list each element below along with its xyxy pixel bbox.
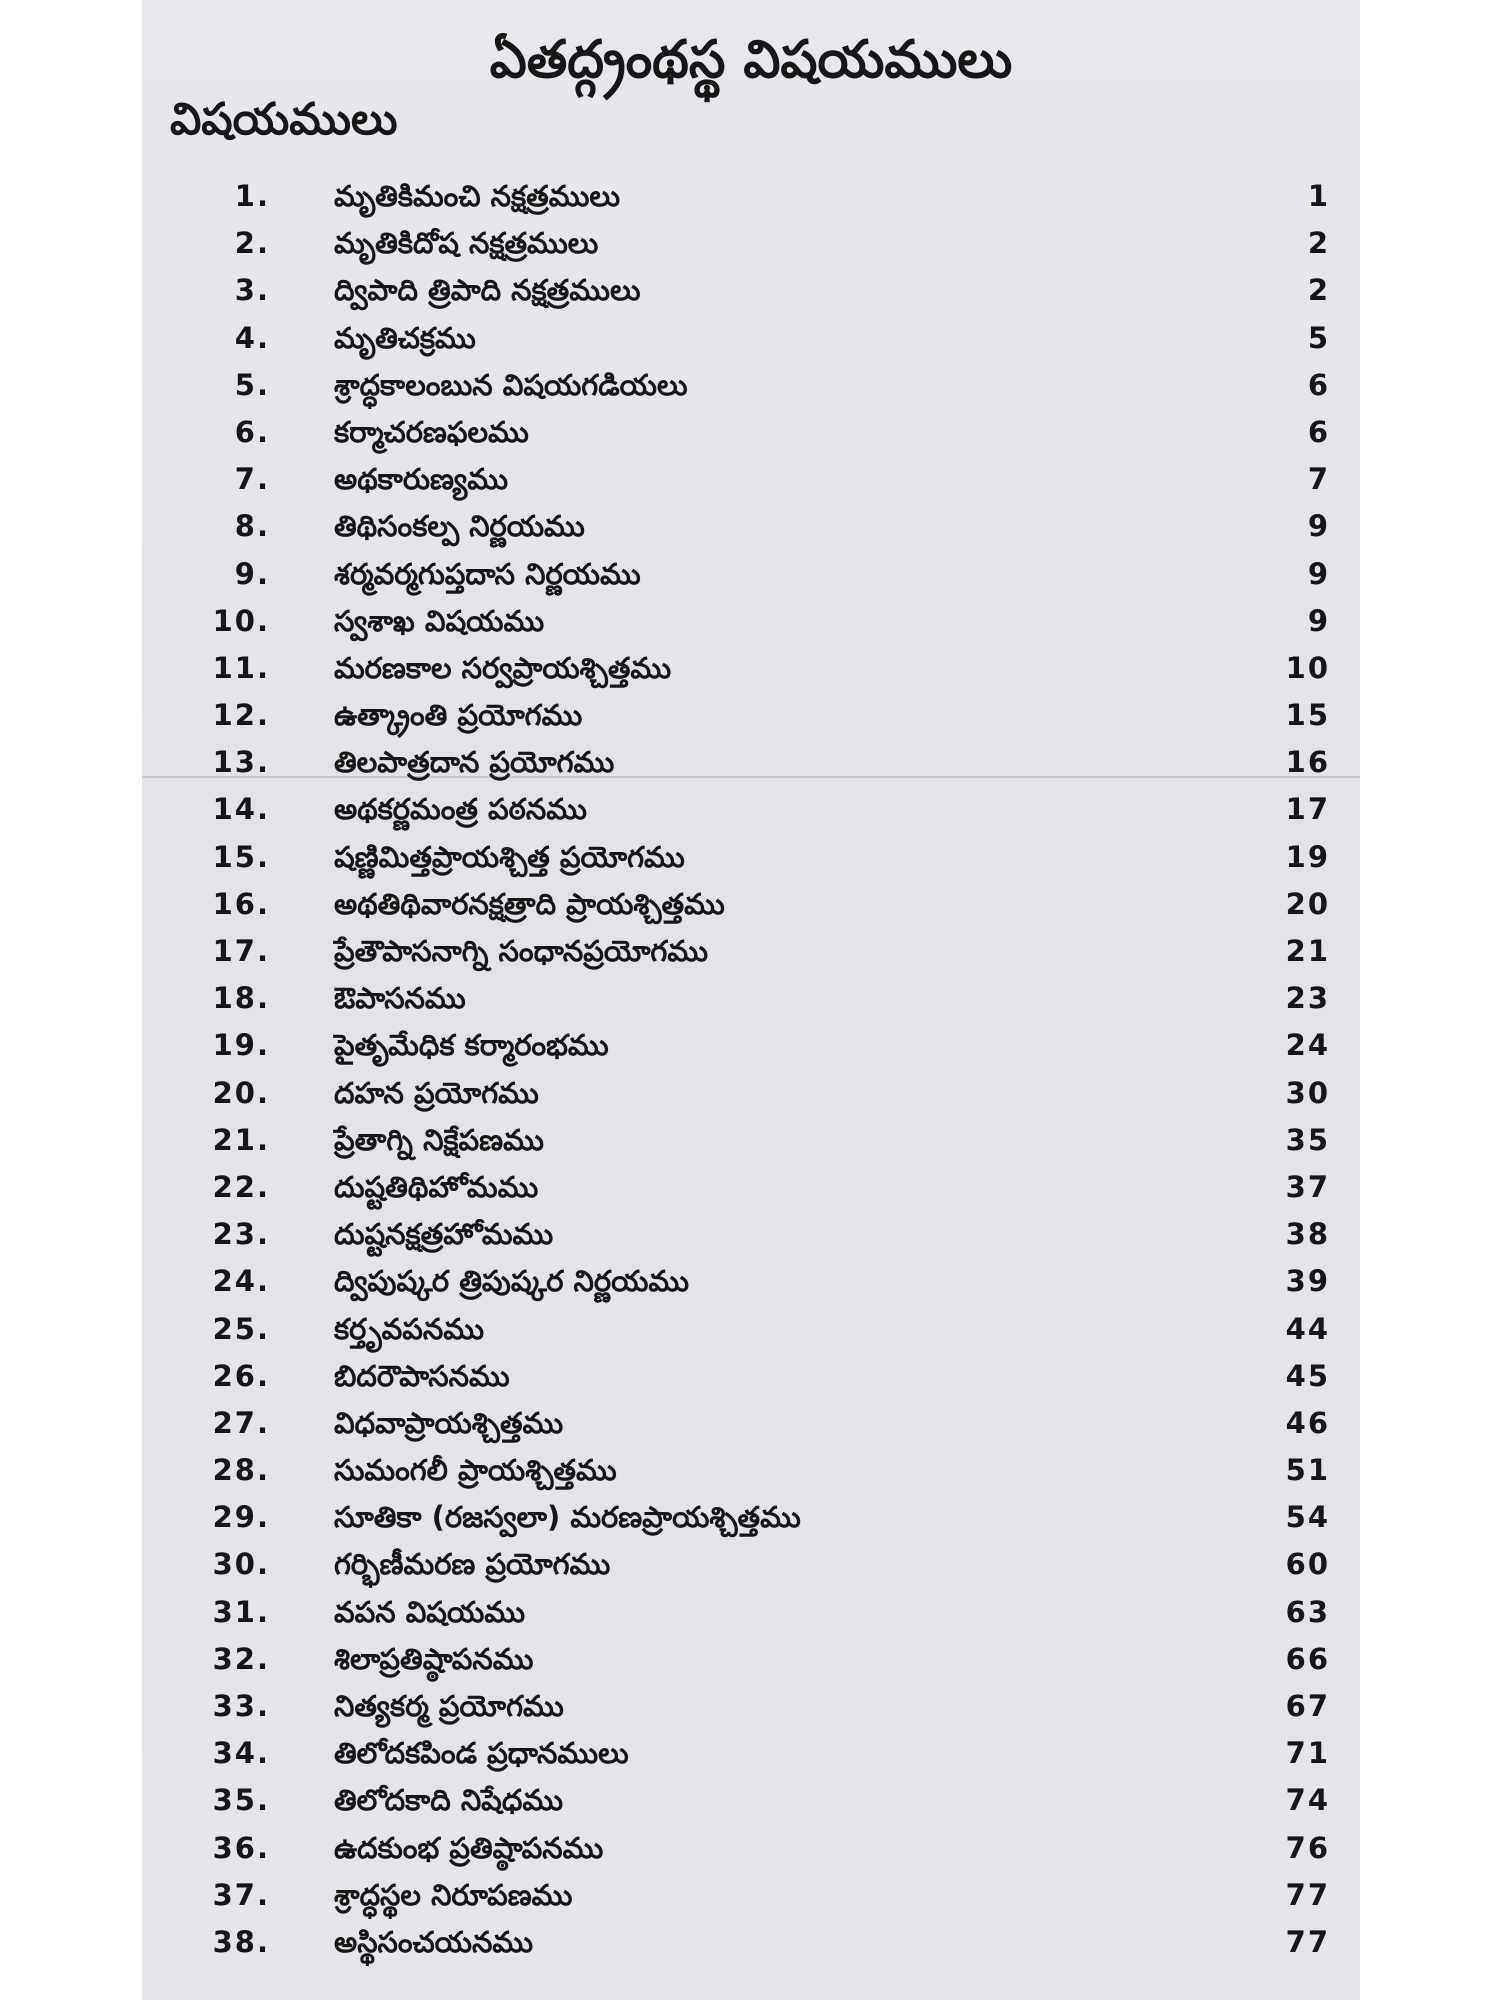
entry-number: 31. (212, 1594, 270, 1629)
entry-title: అస్థిసంచయనము (334, 1924, 534, 1959)
toc-entry (142, 176, 1360, 223)
entry-page-number: 46 (1285, 1405, 1330, 1440)
entry-page-number: 6 (1307, 367, 1330, 402)
toc-entry (142, 1450, 1360, 1497)
entry-page-number: 38 (1285, 1217, 1330, 1252)
entry-page-number: 24 (1285, 1028, 1330, 1063)
toc-entry (142, 789, 1360, 836)
toc-entry (142, 1403, 1360, 1450)
toc-entry (142, 1073, 1360, 1120)
entry-number: 4. (234, 320, 270, 355)
entry-number: 21. (212, 1122, 270, 1157)
entry-title: ద్విపుష్కర త్రిపుష్కర నిర్ణయము (334, 1264, 690, 1299)
toc-entry (142, 837, 1360, 884)
entry-number: 14. (212, 792, 270, 827)
entry-number: 30. (212, 1547, 270, 1582)
entry-page-number: 5 (1307, 320, 1330, 355)
entry-number: 2. (234, 226, 270, 261)
entry-number: 8. (234, 509, 270, 544)
entry-title: కర్మాచరణఫలము (334, 414, 529, 449)
entry-number: 29. (212, 1500, 270, 1535)
entry-number: 6. (234, 414, 270, 449)
entry-title: విధవాప్రాయశ్చిత్తము (334, 1405, 564, 1440)
entry-title: ఉదకుంభ ప్రతిష్ఠాపనము (334, 1830, 604, 1865)
toc-entry (142, 1356, 1360, 1403)
entry-page-number: 23 (1285, 981, 1330, 1016)
table-of-contents (142, 176, 1360, 1969)
toc-entry (142, 1686, 1360, 1733)
entry-page-number: 35 (1285, 1122, 1330, 1157)
entry-number: 34. (212, 1736, 270, 1771)
toc-entry (142, 1875, 1360, 1922)
entry-title: ద్విపాది త్రిపాది నక్షత్రములు (334, 273, 641, 308)
entry-page-number: 9 (1307, 509, 1330, 544)
entry-number: 17. (212, 934, 270, 968)
toc-entry (142, 1733, 1360, 1780)
entry-page-number: 77 (1285, 1924, 1330, 1959)
toc-entry (142, 1592, 1360, 1639)
entry-title: తిలోదకపిండ ప్రధానములు (334, 1736, 629, 1771)
entry-number: 11. (212, 650, 270, 685)
entry-page-number: 76 (1285, 1830, 1330, 1865)
entry-number: 27. (212, 1405, 270, 1440)
entry-title: షణ్ణిమిత్తప్రాయశ్చిత్త ప్రయోగము (334, 839, 685, 874)
toc-entry (142, 601, 1360, 648)
entry-title: ఉత్క్రాంతి ప్రయోగము (334, 698, 583, 733)
entry-page-number: 74 (1285, 1783, 1330, 1818)
entry-page-number: 21 (1285, 934, 1330, 968)
entry-title: తిలోదకాది నిషేధము (334, 1783, 564, 1818)
entry-page-number: 45 (1285, 1358, 1330, 1393)
entry-page-number: 17 (1285, 792, 1330, 827)
entry-number: 3. (234, 273, 270, 308)
entry-number: 28. (212, 1453, 270, 1488)
toc-entry (142, 1309, 1360, 1356)
entry-number: 24. (212, 1264, 270, 1299)
entry-title: మరణకాల సర్వప్రాయశ్చిత్తము (334, 650, 672, 685)
toc-entry (142, 1214, 1360, 1261)
entry-page-number: 39 (1285, 1264, 1330, 1299)
toc-entry (142, 978, 1360, 1025)
entry-page-number: 77 (1285, 1877, 1330, 1912)
toc-entry (142, 1780, 1360, 1827)
toc-entry (142, 506, 1360, 553)
entry-page-number: 51 (1285, 1453, 1330, 1488)
entry-title: శర్మవర్మగుప్తదాస నిర్ణయము (334, 556, 641, 591)
entry-page-number: 15 (1285, 698, 1330, 733)
entry-title: మృతికిదోష నక్షత్రములు (334, 226, 599, 261)
entry-title: మృతికిమంచి నక్షత్రములు (334, 179, 621, 213)
entry-title: తిలపాత్రదాన ప్రయోగము (334, 745, 615, 780)
entry-number: 7. (234, 462, 270, 497)
toc-entry (142, 1828, 1360, 1875)
entry-title: తిథిసంకల్ప నిర్ణయము (334, 509, 585, 544)
toc-entry (142, 1025, 1360, 1072)
entry-title: శిలాప్రతిష్ఠాపనము (334, 1641, 534, 1676)
toc-entry (142, 318, 1360, 365)
entry-page-number: 9 (1307, 603, 1330, 638)
entry-number: 12. (212, 698, 270, 733)
entry-title: వపన విషయము (334, 1594, 525, 1629)
entry-title: ప్రేతౌపాసనాగ్ని సంధానప్రయోగము (334, 934, 709, 968)
book-page (142, 0, 1360, 2000)
entry-title: అథకర్ణమంత్ర పఠనము (334, 792, 587, 827)
entry-title: శ్రాద్ధస్థల నిరూపణము (334, 1877, 573, 1912)
entry-title: సూతికా (రజస్వలా) మరణప్రాయశ్చిత్తము (334, 1500, 801, 1535)
section-heading: విషయములు (170, 94, 398, 145)
entry-page-number: 7 (1307, 462, 1330, 497)
toc-entry (142, 1544, 1360, 1591)
entry-number: 23. (212, 1217, 270, 1252)
toc-entry (142, 695, 1360, 742)
entry-title: బిదరౌపాసనము (334, 1358, 510, 1393)
entry-page-number: 2 (1307, 273, 1330, 308)
entry-number: 19. (212, 1028, 270, 1063)
entry-number: 22. (212, 1169, 270, 1204)
entry-page-number: 67 (1285, 1689, 1330, 1723)
entry-title: అథకారుణ్యము (334, 462, 509, 497)
entry-number: 36. (212, 1830, 270, 1865)
entry-title: ఔపాసనము (334, 981, 466, 1016)
entry-number: 16. (212, 886, 270, 921)
entry-title: కర్తృవపనము (334, 1311, 484, 1346)
entry-page-number: 9 (1307, 556, 1330, 591)
toc-entry (142, 742, 1360, 789)
entry-title: నిత్యకర్మ ప్రయోగము (334, 1689, 564, 1723)
entry-number: 1. (234, 179, 270, 213)
entry-number: 33. (212, 1689, 270, 1723)
entry-page-number: 44 (1285, 1311, 1330, 1346)
entry-number: 18. (212, 981, 270, 1016)
entry-number: 20. (212, 1075, 270, 1110)
entry-title: అథతిథివారనక్షత్రాది ప్రాయశ్చిత్తము (334, 886, 725, 921)
entry-page-number: 2 (1307, 226, 1330, 261)
toc-entry (142, 1261, 1360, 1308)
entry-number: 9. (234, 556, 270, 591)
entry-page-number: 16 (1285, 745, 1330, 780)
entry-number: 25. (212, 1311, 270, 1346)
entry-number: 38. (212, 1924, 270, 1959)
toc-entry (142, 223, 1360, 270)
entry-page-number: 60 (1285, 1547, 1330, 1582)
entry-title: ప్రేతాగ్ని నిక్షేపణము (334, 1122, 544, 1157)
entry-number: 15. (212, 839, 270, 874)
entry-number: 35. (212, 1783, 270, 1818)
page-title: ఏతద్గ్రంథస్థ విషయములు (489, 30, 1013, 90)
entry-number: 5. (234, 367, 270, 402)
toc-entry (142, 931, 1360, 978)
entry-title: శ్రాద్ధకాలంబున విషయగడియలు (334, 367, 688, 402)
entry-title: దుష్టనక్షత్రహోమము (334, 1217, 554, 1252)
toc-entry (142, 1639, 1360, 1686)
entry-number: 37. (212, 1877, 270, 1912)
toc-entry (142, 884, 1360, 931)
entry-title: దహన ప్రయోగము (334, 1075, 539, 1110)
entry-number: 13. (212, 745, 270, 780)
entry-page-number: 10 (1285, 650, 1330, 685)
entry-page-number: 30 (1285, 1075, 1330, 1110)
toc-entry (142, 1120, 1360, 1167)
entry-title: పైతృమేధిక కర్మారంభము (334, 1028, 609, 1063)
toc-entry (142, 1167, 1360, 1214)
entry-title: స్వశాఖ విషయము (334, 603, 545, 638)
entry-title: దుష్టతిథిహోమము (334, 1169, 539, 1204)
entry-title: సుమంగలీ ప్రాయశ్చిత్తము (334, 1453, 617, 1488)
toc-entry (142, 365, 1360, 412)
entry-number: 26. (212, 1358, 270, 1393)
entry-page-number: 20 (1285, 886, 1330, 921)
entry-page-number: 19 (1285, 839, 1330, 874)
entry-page-number: 63 (1285, 1594, 1330, 1629)
toc-entry (142, 412, 1360, 459)
toc-entry (142, 1922, 1360, 1969)
toc-entry (142, 459, 1360, 506)
entry-title: గర్భిణీమరణ ప్రయోగము (334, 1547, 611, 1582)
toc-entry (142, 1497, 1360, 1544)
entry-number: 10. (212, 603, 270, 638)
entry-page-number: 54 (1285, 1500, 1330, 1535)
entry-page-number: 37 (1285, 1169, 1330, 1204)
entry-page-number: 1 (1307, 179, 1330, 213)
toc-entry (142, 648, 1360, 695)
entry-number: 32. (212, 1641, 270, 1676)
entry-page-number: 66 (1285, 1641, 1330, 1676)
entry-page-number: 71 (1285, 1736, 1330, 1771)
toc-entry (142, 270, 1360, 317)
toc-entry (142, 554, 1360, 601)
entry-title: మృతిచక్రము (334, 320, 476, 355)
entry-page-number: 6 (1307, 414, 1330, 449)
